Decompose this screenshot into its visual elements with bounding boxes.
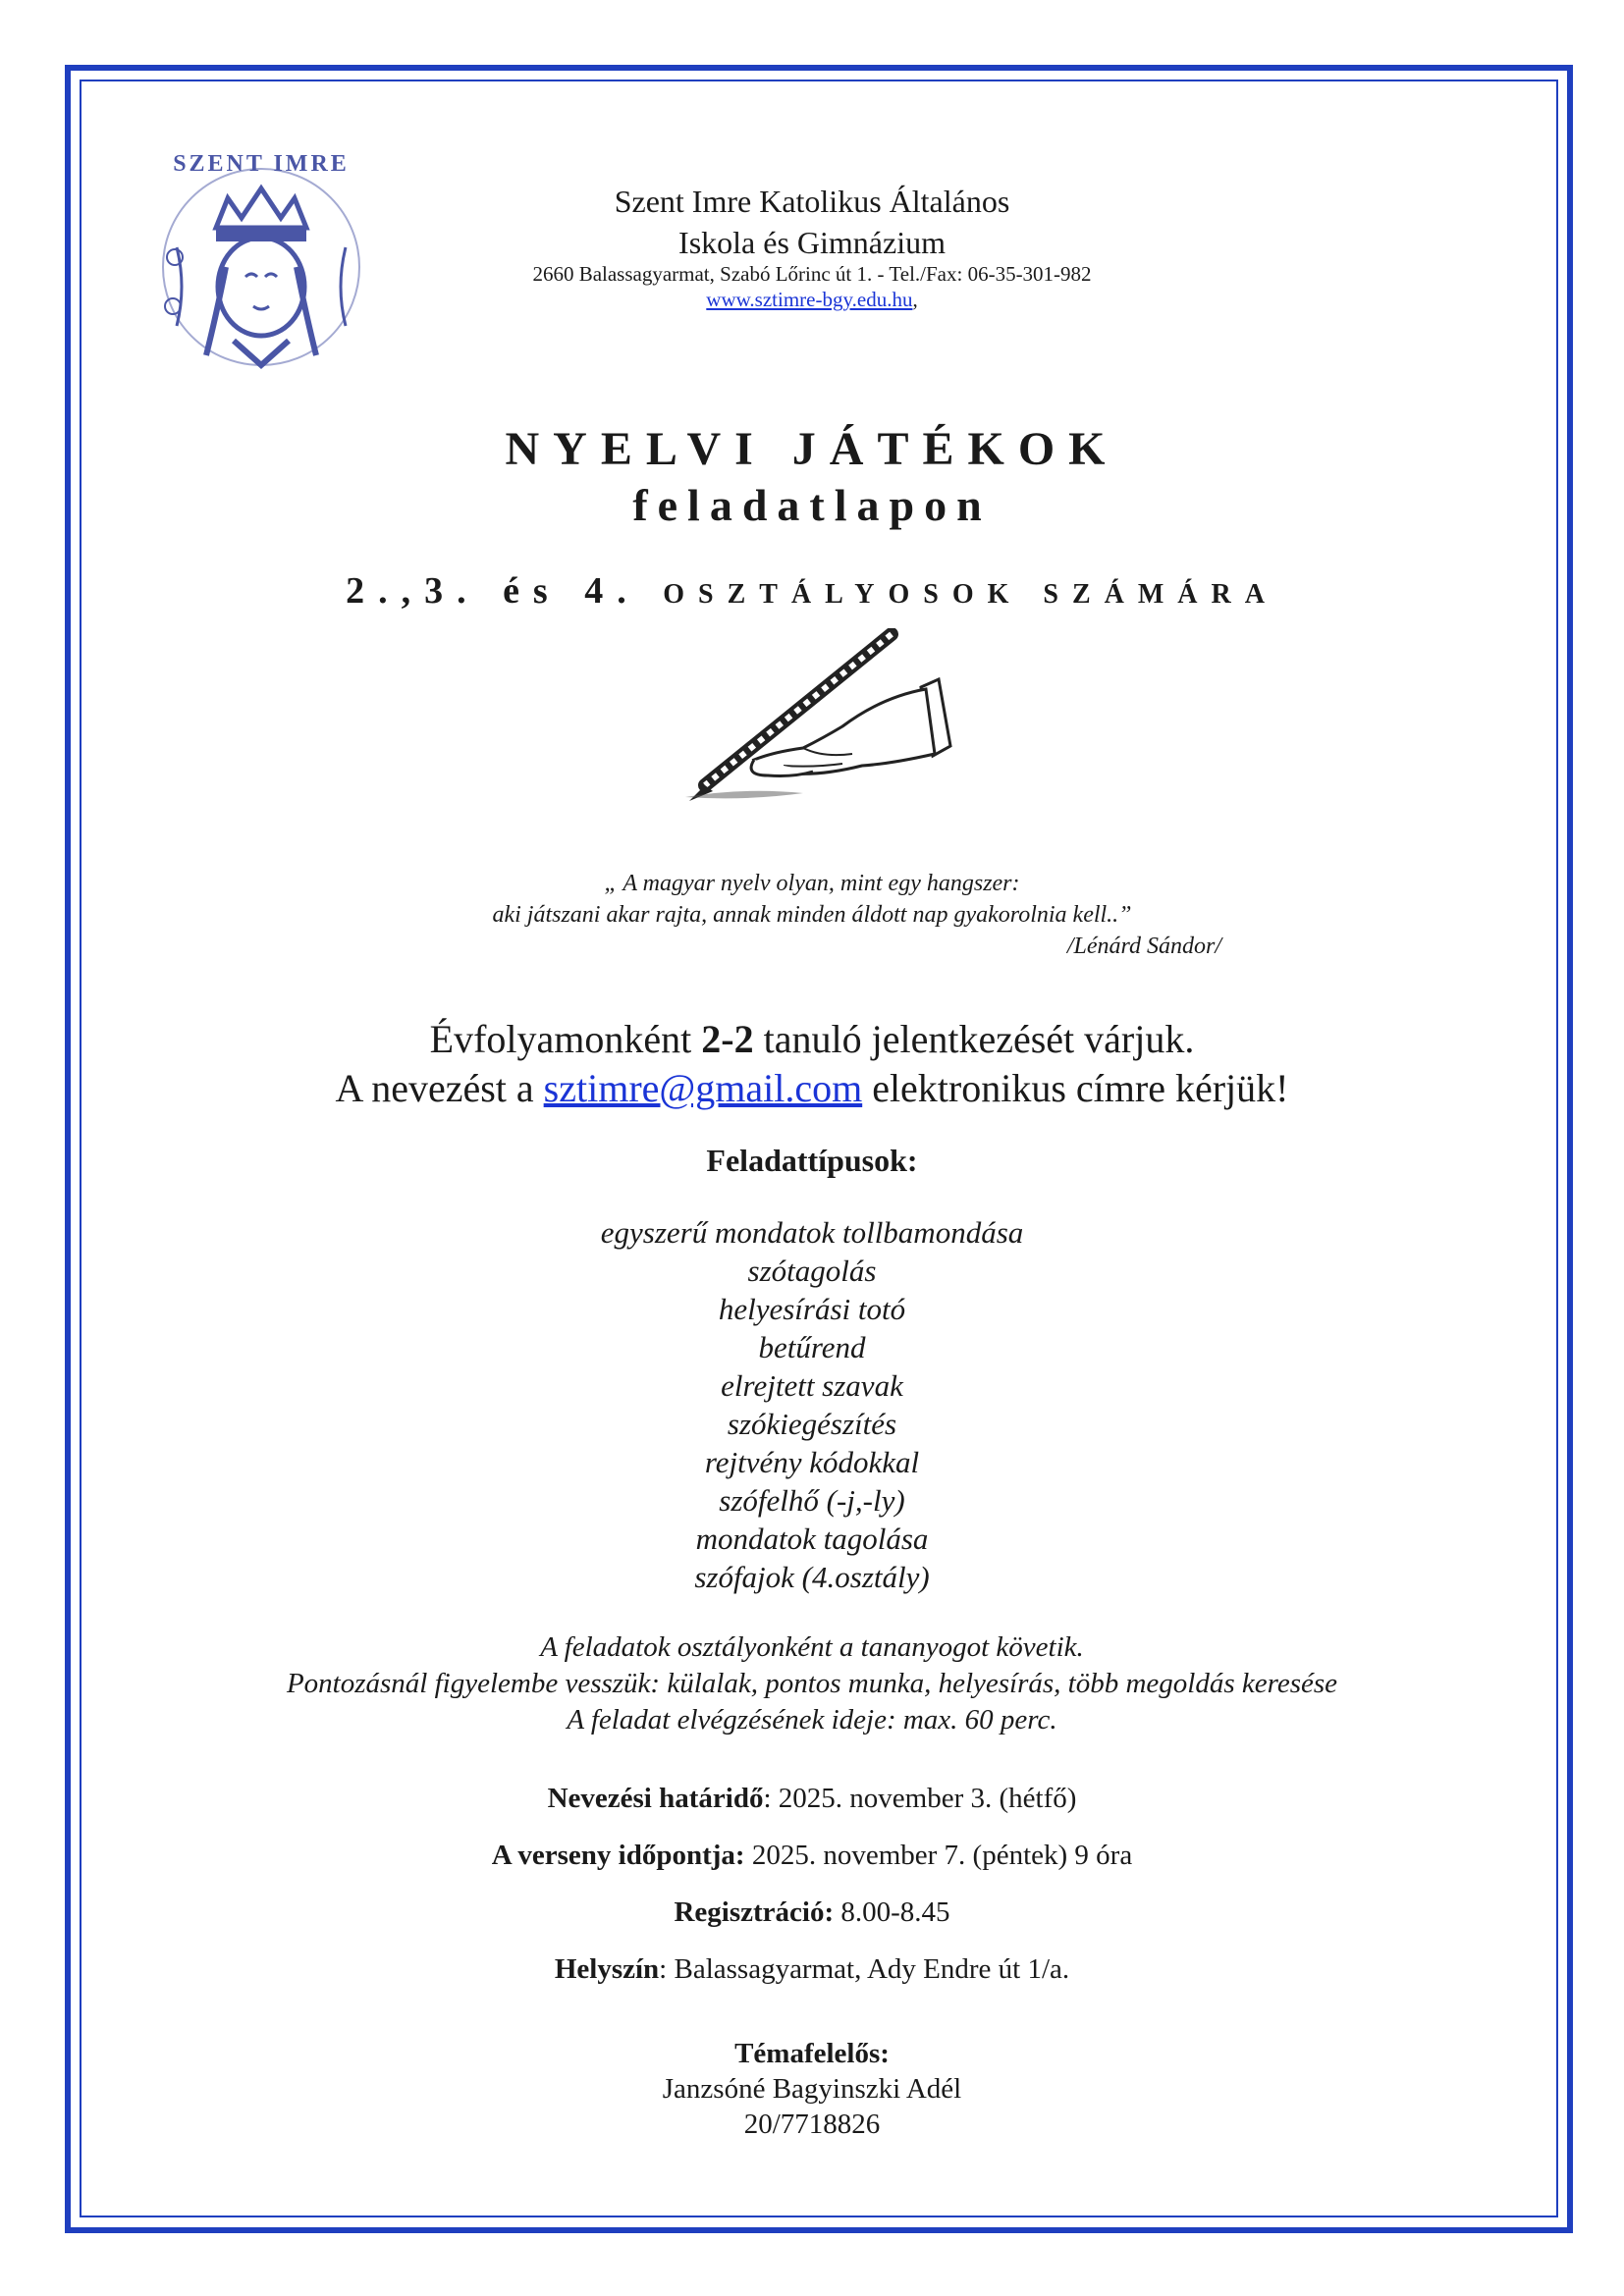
website-link[interactable]: www.sztimre-bgy.edu.hu bbox=[706, 288, 913, 311]
task-item: egyszerű mondatok tollbamondása bbox=[600, 1215, 1024, 1250]
registration bbox=[0, 1896, 1624, 1929]
main-title: NYELVI JÁTÉKOK bbox=[505, 423, 1119, 475]
quote-author: /Lénárd Sándor/ bbox=[1066, 934, 1221, 959]
task-item: szófajok (4.osztály) bbox=[694, 1560, 930, 1594]
contact-heading bbox=[0, 2038, 1624, 2070]
grades-line bbox=[0, 569, 1624, 613]
location-value: : Balassagyarmat, Ady Endre út 1/a. bbox=[659, 1953, 1070, 1985]
grades-suffix: OSZTÁLYOSOK SZÁMÁRA bbox=[663, 579, 1278, 610]
tasks-list bbox=[0, 1213, 1624, 1596]
announcement-line2 bbox=[0, 1064, 1624, 1113]
school-name-line2: Iskola és Gimnázium bbox=[678, 225, 946, 260]
notes bbox=[0, 1629, 1624, 1738]
contact-name: Janzsóné Bagyinszki Adél bbox=[662, 2073, 962, 2105]
location bbox=[0, 1953, 1624, 1986]
hand-pen-illustration bbox=[685, 628, 954, 805]
date-value: 2025. november 7. (péntek) 9 óra bbox=[744, 1840, 1133, 1871]
registration-label: Regisztráció: bbox=[674, 1896, 835, 1928]
task-item: helyesírási totó bbox=[718, 1292, 906, 1326]
deadline bbox=[0, 1783, 1624, 1815]
competition-date bbox=[0, 1840, 1624, 1872]
email-link[interactable]: sztimre@gmail.com bbox=[543, 1066, 863, 1110]
location-label: Helyszín bbox=[554, 1953, 660, 1985]
announcement-line1 bbox=[0, 1015, 1624, 1064]
announcement-line1-bold: 2-2 bbox=[701, 1017, 754, 1061]
school-address: 2660 Balassagyarmat, Szabó Lőrinc út 1. - Tel./Fax: 06-35-301-982 bbox=[532, 262, 1092, 286]
task-item: szókiegészítés bbox=[727, 1407, 897, 1441]
deadline-label: Nevezési határidő bbox=[547, 1783, 764, 1814]
contact-phone: 20/7718826 bbox=[743, 2109, 881, 2140]
tasks-heading: Feladattípusok: bbox=[706, 1143, 918, 1178]
task-item: elrejtett szavak bbox=[721, 1368, 903, 1403]
announcement-line2-before: A nevezést a bbox=[335, 1066, 544, 1110]
announcement-line1-after: tanuló jelentkezését várjuk. bbox=[753, 1017, 1195, 1061]
announcement-line1-before: Évfolyamonként bbox=[429, 1017, 702, 1061]
logo-title: SZENT IMRE bbox=[173, 151, 350, 177]
grades-prefix: 2.,3. és 4 bbox=[346, 570, 618, 612]
note-line: A feladatok osztályonként a tananyogot követik. bbox=[540, 1631, 1084, 1663]
task-item: rejtvény kódokkal bbox=[704, 1445, 920, 1479]
task-item: szófelhő (-j,-ly) bbox=[719, 1483, 905, 1518]
date-label: A verseny időpontja: bbox=[491, 1840, 745, 1871]
task-item: szótagolás bbox=[747, 1254, 877, 1288]
deadline-value: : 2025. november 3. (hétfő) bbox=[763, 1783, 1077, 1814]
registration-value: 8.00-8.45 bbox=[834, 1896, 950, 1928]
quote-line1: „ A magyar nyelv olyan, mint egy hangszer: bbox=[604, 871, 1020, 896]
website-suffix: , bbox=[912, 288, 918, 311]
school-name-line1: Szent Imre Katolikus Általános bbox=[614, 184, 1010, 219]
task-item: betűrend bbox=[758, 1330, 866, 1364]
announcement-line2-after: elektronikus címre kérjük! bbox=[862, 1066, 1289, 1110]
quote-line2: aki játszani akar rajta, annak minden áldott nap gyakorolnia kell..” bbox=[492, 902, 1132, 928]
sub-title: feladatlapon bbox=[632, 480, 992, 530]
task-item: mondatok tagolása bbox=[695, 1522, 929, 1556]
note-line: A feladat elvégzésének ideje: max. 60 perc. bbox=[567, 1704, 1057, 1735]
contact-heading-label: Témafelelős: bbox=[734, 2038, 890, 2069]
website-line bbox=[0, 288, 1624, 312]
grades-dot: . bbox=[617, 570, 664, 612]
note-line: Pontozásnál figyelembe vesszük: külalak, pontos munka, helyesírás, több megoldás keresése bbox=[286, 1668, 1338, 1699]
